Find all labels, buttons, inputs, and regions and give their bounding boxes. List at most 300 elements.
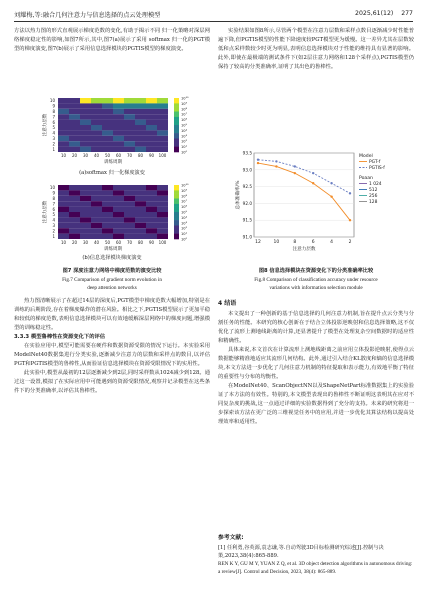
heatmap-cell (58, 190, 69, 195)
heatmap-cell (58, 196, 69, 201)
data-point (257, 159, 259, 161)
y-tick-label: 9 (52, 190, 55, 196)
x-tick-label: 10 (60, 153, 67, 158)
y-tick-label: 9 (52, 103, 55, 109)
x-tick-label: 100 (158, 153, 167, 158)
y-tick-label: 8 (52, 196, 55, 201)
heatmap-cell (157, 120, 168, 125)
y-tick-label: 3 (52, 136, 55, 141)
colorbar-segment (174, 112, 179, 115)
x-tick-label: 2 (348, 240, 352, 245)
heatmap-cell (157, 114, 168, 119)
colorbar-segment (174, 103, 179, 106)
heatmap-cell (135, 212, 146, 217)
colorbar-segment (174, 204, 179, 207)
heatmap-cell (91, 147, 102, 152)
colorbar-segment (174, 122, 179, 125)
paragraph: 在ModelNet40、ScanObjectNN以及ShapeNetPart标准数据集上的实验验证了本方法的有效性。特别的,本文模型表现出的鲁棒性不断证明这表明其在应对不同复杂度的挑战,这一点通过详细的实验数据得到了充分的支持。未来的研究将进一步探索该方法在更广泛的三维视觉任务中的应用,并进一步优化其算法结构以提高处理效率和适用性。 (218, 383, 414, 425)
heatmap-cell (113, 103, 124, 108)
colorbar-tick-label: 10⁶ (181, 118, 188, 123)
heatmap-cell (146, 207, 157, 212)
heatmap-cell (157, 207, 168, 212)
colorbar-tick-label: 10⁹ (181, 188, 188, 193)
legend-label: 256 (369, 194, 378, 199)
heatmap-cell (102, 130, 113, 135)
heatmap-cell (102, 141, 113, 146)
heatmap-cell (80, 136, 91, 141)
figure-7a (42, 96, 194, 168)
heatmap-cell (113, 223, 124, 228)
colorbar-segment (174, 226, 179, 229)
colorbar-segment (174, 128, 179, 131)
heatmap-cell (135, 185, 146, 190)
y-tick-label: 91.0 (242, 234, 252, 240)
y-tick-label: 7 (52, 114, 55, 120)
running-header (14, 8, 413, 22)
heatmap-cell (58, 98, 69, 103)
heatmap-cell (124, 234, 135, 239)
colorbar-tick-label: 10⁴ (181, 128, 188, 133)
y-tick-label: 10 (49, 98, 55, 104)
section-heading-conclusion: 4 结语 (218, 300, 237, 307)
data-point (294, 172, 296, 174)
colorbar-tick-label: 10⁵ (181, 210, 188, 215)
colorbar-segment (174, 231, 179, 234)
heatmap-cell (69, 125, 80, 130)
legend-label: PGT-f (369, 160, 381, 165)
colorbar-segment (174, 144, 179, 147)
x-tick-label: 50 (104, 240, 111, 245)
heatmap-cell (135, 120, 146, 125)
heatmap-cell (69, 223, 80, 228)
y-tick-label: 2 (52, 141, 55, 147)
colorbar-segment (174, 201, 179, 204)
heatmap-cell (157, 136, 168, 141)
colorbar-tick-label: 10² (181, 139, 188, 144)
heatmap-cell (146, 109, 157, 114)
x-tick-label: 12 (255, 240, 261, 245)
heatmap-cell (124, 109, 135, 114)
y-tick-label: 10 (49, 185, 55, 191)
heatmap-cell (146, 223, 157, 228)
heatmap-cell (91, 234, 102, 239)
heatmap-cell (58, 212, 69, 217)
figure-8 (232, 147, 412, 261)
heatmap-cell (91, 201, 102, 206)
heatmap-cell (124, 223, 135, 228)
heatmap-cell (157, 98, 168, 103)
heatmap-cell (135, 234, 146, 239)
heatmap-cell (157, 103, 168, 108)
heatmap-cell (135, 201, 146, 206)
legend-label: 512 (369, 188, 378, 193)
heatmap-cell (146, 98, 157, 103)
heatmap-cell (58, 201, 69, 206)
colorbar-segment (174, 139, 179, 142)
heatmap-cell (69, 201, 80, 206)
heatmap-cell (157, 196, 168, 201)
heatmap-cell (135, 98, 146, 103)
colorbar-tick-label: 10² (181, 226, 188, 231)
heatmap-cell (91, 125, 102, 130)
x-tick-label: 60 (115, 153, 122, 158)
heatmap-cell (102, 98, 113, 103)
heatmap-cell (146, 147, 157, 152)
header-rule (14, 21, 413, 22)
colorbar-segment (174, 106, 179, 109)
colorbar-segment (174, 228, 179, 231)
y-axis-title: 注意力层数 (43, 113, 48, 137)
colorbar-segment (174, 215, 179, 218)
heatmap-cell (91, 207, 102, 212)
heatmap-cell (69, 109, 80, 114)
paragraph: 热力图清晰展示了在超过14层的深度后,PGT模型中梯度范数大幅增加,特别是在训练的后期阶段,存在着梯度爆炸的潜在风险。相比之下,PGTIS模型展示了更加平稳和较低的梯度范数,表明信息选择模块可以有效地缓解深层网络中的梯度问题,增强模型的训练稳定性。 (14, 298, 210, 331)
heatmap-cell (157, 212, 168, 217)
y-tick-label: 6 (52, 206, 55, 212)
colorbar-segment (174, 130, 179, 133)
colorbar-segment (174, 193, 179, 196)
heatmap-cell (58, 109, 69, 114)
heatmap-a (42, 96, 194, 164)
data-point (257, 162, 259, 164)
y-axis-title: 总体准确率/% (236, 180, 241, 210)
y-tick-label: 93.5 (242, 150, 252, 156)
colorbar-segment (174, 133, 179, 136)
colorbar-tick-label: 10⁷ (181, 112, 188, 117)
colorbar-tick-label: 10⁷ (181, 199, 188, 204)
x-tick-label: 10 (60, 240, 67, 245)
heatmap-cell (146, 141, 157, 146)
heatmap-cell (102, 136, 113, 141)
plot-area (254, 153, 354, 237)
heatmap-cell (102, 234, 113, 239)
data-point (294, 165, 296, 167)
left-body (14, 297, 210, 396)
references (218, 534, 414, 576)
y-tick-label: 4 (52, 130, 55, 136)
colorbar-tick-label: 10¹⁰ (181, 183, 189, 188)
heatmap-cell (102, 109, 113, 114)
colorbar-segment (174, 190, 179, 193)
heatmap-cell (58, 217, 69, 222)
heatmap-cell (124, 201, 135, 206)
heatmap-cell (91, 114, 102, 119)
heatmap-cell (157, 130, 168, 135)
data-point (349, 219, 351, 221)
reference-item-en: REN K Y, GU M Y, YUAN Z Q, et al. 3D object detection algorithms in autonomous driving: a review[J]. Control and Decision, 2023, 38(4): 865-889. (218, 561, 413, 575)
fig8-caption-en-1: Fig.8 Comparison of classification accuracy under resource (254, 277, 378, 283)
heatmap-cell (80, 125, 91, 130)
heatmap-cell (157, 147, 168, 152)
heatmap-cell (124, 185, 135, 190)
paragraph: 此实验中,模型从最初的12层逐渐减少到2层,同时采样数从1024减少到128。通过这一设置,模拟了在实际应用中可能遇到的资源受限情况,观察并记录模型在这些条件下的分类准确率,以评估其鲁棒性。 (14, 370, 210, 394)
heatmap-cell (146, 196, 157, 201)
heatmap-cell (91, 98, 102, 103)
heatmap-cell (58, 207, 69, 212)
heatmap-cell (58, 114, 69, 119)
heatmap-cell (80, 212, 91, 217)
colorbar-tick-label: 10⁰ (181, 237, 188, 242)
data-point (312, 172, 314, 174)
legend-subtitle: Poaan (359, 176, 373, 181)
reference-item: [1] 任利勇,谷英源,袁志谦,等.自动驾驶3D目标检测研究综述[J].控制与决策,2023,38(4):865-889. (218, 545, 384, 559)
colorbar-segment (174, 212, 179, 215)
heatmap-cell (80, 130, 91, 135)
heatmap-cell (58, 141, 69, 146)
heatmap-cell (58, 147, 69, 152)
heatmap-cell (146, 130, 157, 135)
heatmap-cell (124, 196, 135, 201)
heatmap-cell (113, 130, 124, 135)
heatmap-cell (80, 207, 91, 212)
colorbar-tick-label: 10⁰ (181, 150, 188, 155)
fig7a-caption: (a)softmax 归一化梯度演变 (79, 170, 145, 176)
heatmap-cell (146, 125, 157, 130)
heatmap-cell (135, 217, 146, 222)
heatmap-cell (69, 114, 80, 119)
x-tick-label: 90 (148, 240, 155, 245)
heatmap-cell (135, 114, 146, 119)
x-axis-title: 注意力层数 (292, 247, 316, 252)
fig8-caption-en-2: variations with information selection module (269, 285, 363, 291)
heatmap-cell (69, 234, 80, 239)
y-tick-label: 5 (52, 212, 55, 218)
colorbar-segment (174, 149, 179, 152)
heatmap-cell (124, 120, 135, 125)
y-tick-label: 1 (52, 146, 55, 152)
heatmap-cell (146, 185, 157, 190)
heatmap-cell (124, 228, 135, 233)
data-point (349, 192, 351, 194)
heatmap-cell (91, 103, 102, 108)
subsection-heading: 3.3.3 模型鲁棒性在资源变化下的评估 (14, 334, 106, 340)
heatmap-cell (80, 98, 91, 103)
heatmap-cell (146, 234, 157, 239)
colorbar-segment (174, 185, 179, 188)
heatmap-cell (135, 207, 146, 212)
heatmap-cell (58, 125, 69, 130)
heatmap-cell (102, 120, 113, 125)
heatmap-cell (69, 103, 80, 108)
heatmap-cell (58, 234, 69, 239)
heatmap-cell (113, 109, 124, 114)
heatmap-cell (113, 228, 124, 233)
heatmap-cell (124, 141, 135, 146)
heatmap-cell (146, 120, 157, 125)
data-point (275, 165, 277, 167)
colorbar-segment (174, 120, 179, 123)
heatmap-cell (102, 201, 113, 206)
heatmap-cell (80, 196, 91, 201)
heatmap-cell (157, 234, 168, 239)
heatmap-cell (69, 185, 80, 190)
heatmap-cell (135, 223, 146, 228)
heatmap-cell (91, 185, 102, 190)
heatmap-cell (124, 212, 135, 217)
x-tick-label: 90 (148, 153, 155, 158)
colorbar-tick-label: 10⁶ (181, 205, 188, 210)
colorbar-tick-label: 10⁹ (181, 101, 188, 106)
heatmap-cell (102, 228, 113, 233)
heatmap-cell (135, 125, 146, 130)
colorbar-tick-label: 10⁸ (181, 107, 188, 112)
heatmap-cell (113, 120, 124, 125)
heatmap-cell (102, 223, 113, 228)
colorbar-segment (174, 196, 179, 199)
colorbar-tick-label: 10¹⁰ (181, 96, 189, 101)
heatmap-cell (146, 212, 157, 217)
heatmap-cell (80, 234, 91, 239)
paragraph: 在实验应用中,模型可能需要在硬件和数据资源受限的情况下运行。本实验采用ModelNet40数据集进行分类实验,逐渐减少注意力的层数和采样点的数目,以评估PGT和PGTIS模型的鲁棒性,从而验证信息选择模块在资源受限情况下的实用性。 (14, 343, 210, 367)
heatmap-cell (102, 190, 113, 195)
heatmap-cell (135, 228, 146, 233)
x-tick-label: 6 (311, 240, 315, 245)
colorbar-segment (174, 220, 179, 223)
heatmap-cell (58, 136, 69, 141)
colorbar-tick-label: 10¹ (181, 232, 188, 237)
x-tick-label: 30 (82, 240, 89, 245)
y-tick-label: 8 (52, 109, 55, 114)
heatmap-cell (124, 190, 135, 195)
heatmap-cell (91, 217, 102, 222)
heatmap-cell (69, 207, 80, 212)
colorbar-segment (174, 117, 179, 120)
fig7-caption-cn: 图7 深度注意力网络中梯度范数的演变比较 (62, 268, 162, 274)
colorbar-segment (174, 207, 179, 210)
heatmap-cell (113, 125, 124, 130)
heatmap-cell (124, 98, 135, 103)
heatmap-cell (135, 141, 146, 146)
x-tick-label: 80 (137, 240, 144, 245)
heatmap-cell (146, 190, 157, 195)
heatmap-cell (69, 196, 80, 201)
data-point (312, 182, 314, 184)
x-tick-label: 60 (115, 240, 122, 245)
heatmap-cell (102, 212, 113, 217)
heatmap-cell (80, 223, 91, 228)
heatmap-cell (69, 212, 80, 217)
heatmap-cell (146, 201, 157, 206)
heatmap-cell (113, 207, 124, 212)
heatmap-cell (135, 190, 146, 195)
heatmap-cell (58, 103, 69, 108)
heatmap-cell (80, 228, 91, 233)
heatmap-cell (80, 103, 91, 108)
heatmap-cell (157, 190, 168, 195)
heatmap-cell (124, 114, 135, 119)
heatmap-cell (102, 217, 113, 222)
x-tick-label: 30 (82, 153, 89, 158)
heatmap-cell (124, 125, 135, 130)
header-title: 刘耀梅,等:融合几何注意力与信息选择的点云处理模型 (14, 12, 161, 19)
heatmap-cell (102, 185, 113, 190)
heatmap-cell (91, 190, 102, 195)
heatmap-cell (102, 125, 113, 130)
y-tick-label: 7 (52, 201, 55, 207)
heatmap-cell (113, 212, 124, 217)
heatmap-cell (113, 185, 124, 190)
colorbar-segment (174, 236, 179, 239)
heatmap-cell (157, 141, 168, 146)
x-tick-label: 20 (71, 153, 78, 158)
paragraph: 具体来说,本文首次在计算流形上测地线距离之前应用立体投影逆映射,使得点云数据能够精准地适应其流形几何结构。此外,通过引入结合KL散度和熵的信息选择模块,本文方法进一步优化了几何注意力机制的特征提取和表示能力,有效地平衡了特征的重要性与分布的均衡性。 (218, 347, 414, 380)
heatmap-cell (91, 141, 102, 146)
heatmap-cell (157, 201, 168, 206)
heatmap-cell (58, 120, 69, 125)
header-issue-page: 2025,61(12) 277 (355, 10, 413, 17)
heatmap-cell (135, 130, 146, 135)
x-axis-title: 训练周期 (104, 247, 122, 251)
x-tick-label: 8 (293, 240, 297, 245)
heatmap-cell (113, 196, 124, 201)
y-tick-label: 3 (52, 223, 55, 228)
heatmap-cell (69, 141, 80, 146)
heatmap-cell (157, 223, 168, 228)
heatmap-cell (69, 147, 80, 152)
heatmap-cell (157, 217, 168, 222)
heatmap-cell (102, 114, 113, 119)
right-intro-paragraph: 实验结果如图8所示,尽管两个模型在注意力层数和采样点数目逐渐减少时性能普遍下降,但PGTIS模型的性能下降速度较PGT模型更为缓慢。这一差异尤其在层数较低和点采样数较少时更为明显,表明信息选择模块对于性能的维持具有显著的影响。此外,即使在最极端的测试条件下(如2层注意力网络和128个采样点),PGTIS模型仍保持了较高的分类准确率,证明了其出色的鲁棒性。 (218, 28, 414, 70)
x-tick-label: 40 (93, 240, 100, 245)
heatmap-cell (69, 136, 80, 141)
y-tick-label: 5 (52, 125, 55, 131)
heatmap-cell (80, 109, 91, 114)
heatmap-cell (146, 136, 157, 141)
fig8-caption-cn: 图8 信息选择模块在资源变化下的分类准确率比较 (258, 268, 374, 274)
heatmap-cell (91, 136, 102, 141)
heatmap-cell (91, 228, 102, 233)
y-tick-label: 2 (52, 228, 55, 234)
heatmap-cell (102, 103, 113, 108)
heatmap-cell (135, 103, 146, 108)
heatmap-cell (157, 109, 168, 114)
legend-label: 1 024 (369, 182, 382, 187)
heatmap-cell (124, 130, 135, 135)
colorbar-tick-label: 10⁸ (181, 194, 188, 199)
legend-title: Model (359, 154, 373, 159)
heatmap-cell (91, 212, 102, 217)
legend-label: PGTIS-f (369, 166, 385, 171)
heatmap-cell (58, 228, 69, 233)
heatmap-cell (58, 130, 69, 135)
heatmap-cell (113, 147, 124, 152)
heatmap-cell (135, 109, 146, 114)
heatmap-b (42, 183, 194, 251)
heatmap-cell (80, 190, 91, 195)
right-body (218, 310, 414, 427)
heatmap-cell (102, 196, 113, 201)
y-tick-label: 1 (52, 233, 55, 239)
heatmap-cell (124, 207, 135, 212)
heatmap-cell (91, 109, 102, 114)
heatmap-cell (69, 130, 80, 135)
heatmap-cell (69, 217, 80, 222)
heatmap-cell (113, 114, 124, 119)
figure-7b (42, 183, 194, 255)
fig7-caption-en-2: deep attention networks (87, 285, 137, 291)
heatmap-cell (80, 147, 91, 152)
colorbar-segment (174, 234, 179, 237)
heatmap-cell (146, 228, 157, 233)
colorbar-segment (174, 125, 179, 128)
colorbar-segment (174, 141, 179, 144)
colorbar-segment (174, 188, 179, 191)
colorbar-tick-label: 10¹ (181, 145, 188, 150)
heatmap-cell (113, 234, 124, 239)
fig7-caption-en-1: Fig.7 Comparison of gradient norm evolution in (62, 277, 162, 283)
x-axis-title: 训练周期 (104, 160, 122, 164)
heatmap-cell (91, 120, 102, 125)
